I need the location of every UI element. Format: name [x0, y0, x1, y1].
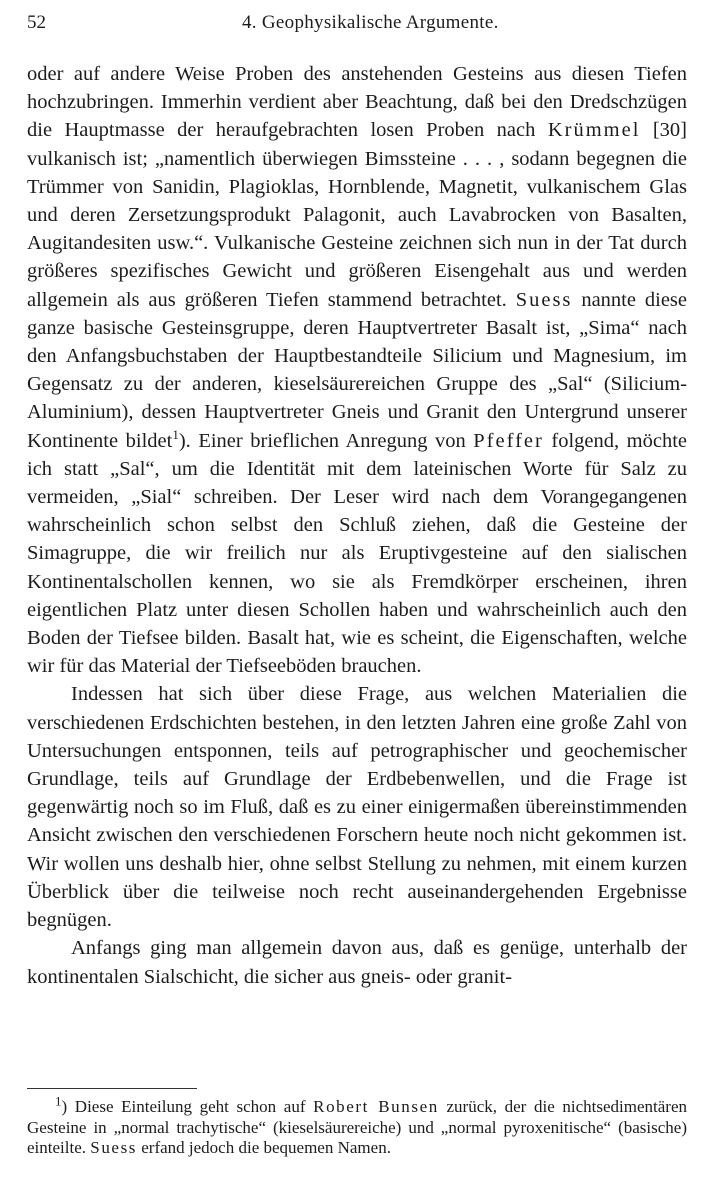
footnote-text-2: zurück, der die nichtsedimentären Gesteine in „normal trachytische“ (kieselsäurereiche) und „normal pyroxenitische“ (basische) einteilte. [27, 1097, 687, 1157]
footnote-text-1: ) Diese Einteilung geht schon auf [61, 1097, 314, 1116]
author-name-suess: Suess [515, 288, 573, 311]
footnote-reference: 1 [172, 426, 179, 442]
page-number: 52 [27, 12, 46, 33]
paragraph-1 [27, 60, 687, 680]
footnote-divider [27, 1088, 197, 1089]
paragraph-2: Indessen hat sich über diese Frage, aus welchen Materialien die verschiedenen Erdschichten bestehen, in den letzten Jahren eine große Zahl von Untersuchungen entsponnen, teils auf petrographischer und geochemischer Grundlage, teils auf Grundlage der Erdbebenwellen, und die Frage ist gegenwärtig noch so im Fluß, daß es zu einer einigermaßen übereinstimmenden Ansicht zwischen den verschiedenen Forschern heute noch nicht gekommen ist. Wir wollen uns deshalb hier, ohne selbst Stellung zu nehmen, mit einem kurzen Überblick über die teilweise noch recht auseinandergehenden Ergebnisse begnügen. [27, 683, 687, 932]
author-name-kruemmel: Krümmel [547, 119, 641, 142]
body-text [27, 60, 687, 991]
author-name-bunsen: Robert Bunsen [313, 1097, 439, 1116]
author-name-pfeffer: Pfeffer [473, 429, 544, 452]
paragraph-1-text-3: nannte diese ganze basische Gesteinsgruppe, deren Hauptvertreter Basalt ist, „Sima“ nach den Anfangsbuchstaben der Hauptbestandteile Silicium und Magnesium, im Gegensatz zu der anderen, kieselsäurereichen Gruppe des „Sal“ (Silicium-Aluminium), dessen Hauptvertreter Gneis und Granit den Untergrund unserer Kontinente bildet [27, 288, 687, 452]
paragraph-1-text-2: [30] vulkanisch ist; „namentlich überwiegen Bimssteine . . . , sodann begegnen die Trümmer von Sanidin, Plagioklas, Hornblende, Magnetit, vulkanischem Glas und deren Zersetzungsprodukt Palagonit, auch Lavabrocken von Basalten, Augitandesiten usw.“. Vulkanische Gesteine zeichnen sich nun in der Tat durch größeres spezifisches Gewicht und größeren Eisengehalt aus und werden allgemein als aus größeren Tiefen stammend betrachtet. [27, 119, 688, 311]
chapter-title: 4. Geophysikalische Argumente. [242, 12, 499, 33]
footnote-author-name-suess: Suess [90, 1138, 137, 1157]
paragraph-3: Anfangs ging man allgemein davon aus, daß es genüge, unterhalb der kontinentalen Sialschicht, die sicher aus gneis- oder granit- [27, 937, 687, 988]
footnote [27, 1093, 687, 1159]
footnote-mark: 1 [55, 1093, 62, 1109]
paragraph-1-text-1: oder auf andere Weise Proben des anstehenden Gesteins aus diesen Tiefen hochzubringen. Immerhin verdient aber Beachtung, daß bei den Dredschzügen die Hauptmasse der heraufgebrachten losen Proben nach [27, 63, 687, 142]
footnote-text-3: erfand jedoch die bequemen Namen. [137, 1138, 391, 1157]
running-head [27, 12, 687, 44]
paragraph-1-text-4: ). Einer brieflichen Anregung von [178, 429, 474, 452]
paragraph-1-text-5: folgend, möchte ich statt „Sal“, um die Identität mit dem lateinischen Worte für Salz zu vermeiden, „Sial“ schreiben. Der Leser wird nach dem Vorangegangenen wahrscheinlich schon selbst den Schluß ziehen, daß die Gesteine der Simagruppe, die wir freilich nur als Eruptivgesteine auf den sialischen Kontinentalschollen kennen, wo sie als Fremdkörper erscheinen, ihren eigentlichen Platz unter diesen Schollen haben und wahrscheinlich auch den Boden der Tiefsee bilden. Basalt hat, wie es scheint, die Eigenschaften, welche wir für das Material der Tiefseeböden brauchen. [27, 429, 687, 678]
